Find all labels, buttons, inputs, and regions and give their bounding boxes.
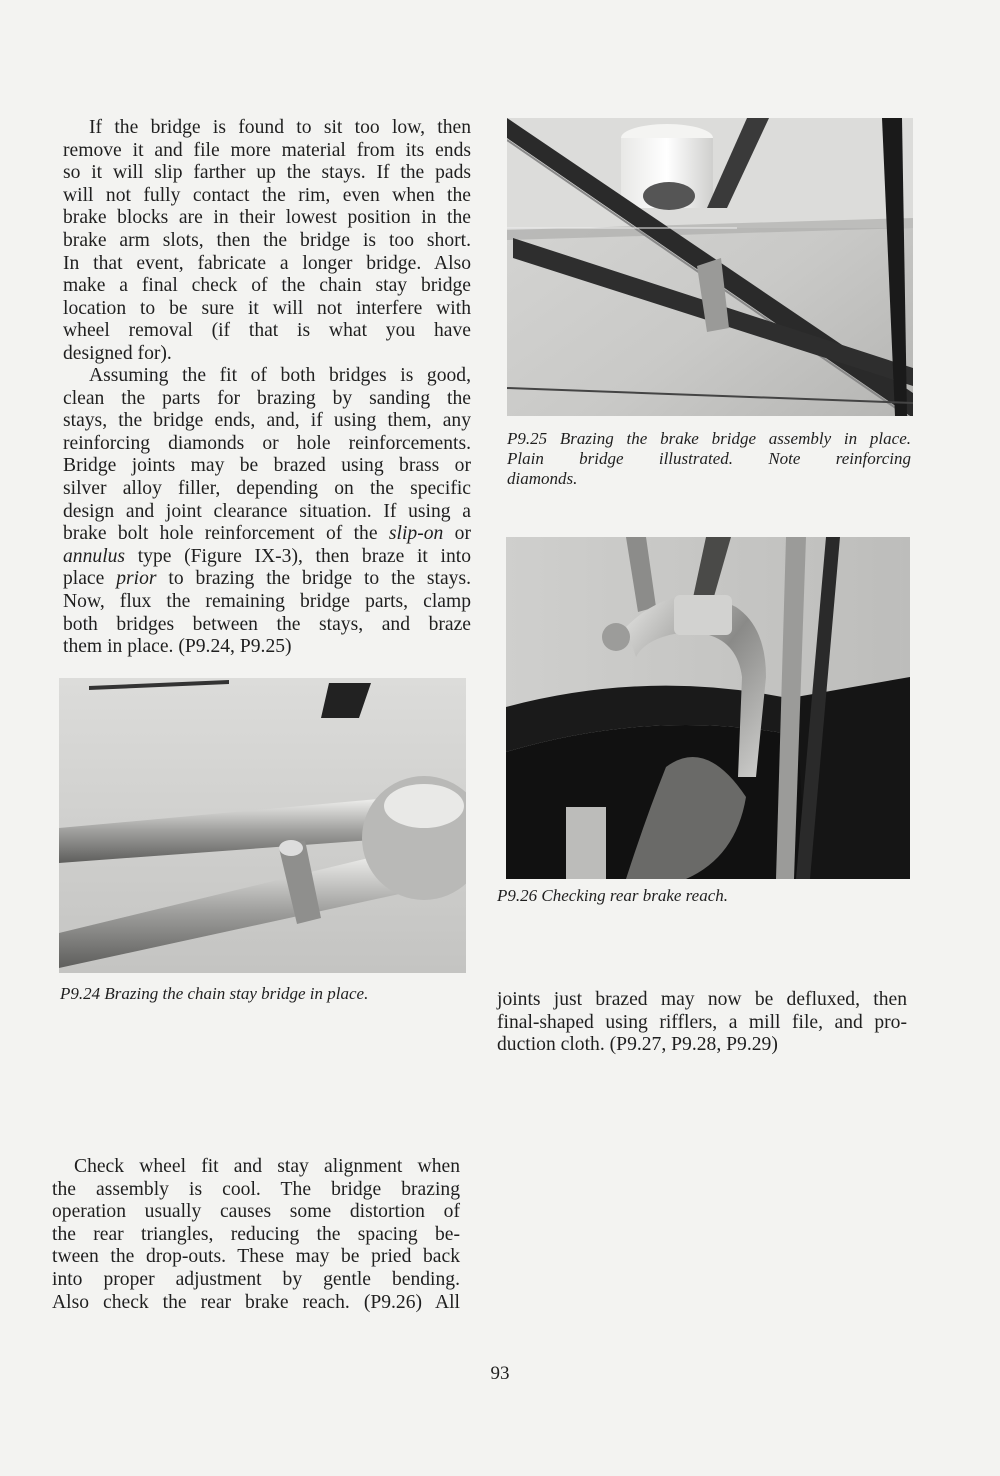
text-line: [63, 546, 471, 569]
text-line: Bridge joints may be brazed using brass or: [63, 455, 471, 477]
emphasis: annulus: [63, 545, 126, 567]
text-line: Check wheel fit and stay alignment when: [74, 1156, 460, 1177]
emphasis: slip-on: [388, 523, 444, 545]
paragraph-wheel-fit: [52, 1156, 460, 1314]
text-line: Also check the rear brake reach. (P9.26) All: [52, 1291, 460, 1313]
text-line: designed for).: [63, 342, 172, 364]
text-line: so it will slip farther up the stays. If the pads: [63, 162, 471, 184]
paragraph-deflux: [497, 989, 907, 1057]
text-fragment: to brazing the bridge to the stays.: [156, 568, 472, 590]
text-line: will not fully contact the rim, even when the: [63, 184, 471, 206]
text-line: remove it and file more material from its ends: [63, 139, 471, 161]
text-line: In that event, fabricate a longer bridge. Also: [63, 252, 471, 274]
text-fragment: type (Figure IX-3), then braze it into: [125, 545, 471, 567]
caption-p925: [507, 429, 911, 489]
text-line: brake arm slots, then the bridge is too short.: [63, 229, 471, 251]
text-line: make a final check of the chain stay bridge: [63, 275, 471, 297]
caption-line: diamonds.: [507, 469, 578, 488]
text-line: brake blocks are in their lowest position in the: [63, 207, 471, 229]
text-line: them in place. (P9.24, P9.25): [63, 636, 292, 658]
emphasis: prior: [116, 568, 157, 590]
text-line: final-shaped using rifflers, a mill file, and pro-: [497, 1011, 907, 1033]
paragraph-brazing-prep: [63, 365, 471, 659]
text-line: into proper adjustment by gentle bending.: [52, 1268, 460, 1290]
photo-p926-brake-reach: [506, 537, 910, 879]
text-line: clean the parts for brazing by sanding the: [63, 387, 471, 409]
text-line: wheel removal (if that is what you have: [63, 320, 471, 342]
text-line: location to be sure it will not interfere with: [63, 297, 471, 319]
text-line: joints just brazed may now be defluxed, then: [497, 989, 907, 1010]
caption-line: Plain bridge illustrated. Note reinforcing: [507, 449, 911, 468]
text-fragment: or: [443, 523, 471, 545]
text-fragment: brake bolt hole reinforcement of the: [63, 523, 389, 545]
text-line: the rear triangles, reducing the spacing be-: [52, 1223, 460, 1245]
photo-p926-drawing: [506, 537, 910, 879]
text-line: the assembly is cool. The bridge brazing: [52, 1178, 460, 1200]
text-fragment: place: [63, 568, 117, 590]
caption-p924: [60, 984, 470, 1004]
text-line: If the bridge is found to sit too low, then: [89, 117, 471, 138]
caption-line: P9.24 Brazing the chain stay bridge in place.: [60, 984, 369, 1003]
text-line: design and joint clearance situation. If using a: [63, 500, 471, 522]
photo-p924-chain-stay-bridge: [59, 678, 466, 973]
text-line: [63, 523, 471, 546]
text-line: silver alloy filler, depending on the specific: [63, 477, 471, 499]
text-line: operation usually causes some distortion of: [52, 1201, 460, 1223]
text-line: duction cloth. (P9.27, P9.28, P9.29): [497, 1034, 778, 1056]
caption-p926: [497, 886, 907, 906]
text-line: reinforcing diamonds or hole reinforcements.: [63, 432, 471, 454]
caption-line: P9.25 Brazing the brake bridge assembly in place.: [507, 429, 911, 448]
text-line: tween the drop-outs. These may be pried back: [52, 1246, 460, 1268]
paragraph-bridge-fit: [63, 117, 471, 366]
photo-p924-drawing: [59, 678, 466, 973]
page-number: 93: [490, 1363, 510, 1384]
caption-line: P9.26 Checking rear brake reach.: [497, 886, 729, 905]
text-line: Assuming the fit of both bridges is good,: [89, 365, 471, 386]
text-line: stays, the bridge ends, and, if using them, any: [63, 410, 471, 432]
text-line: both bridges between the stays, and braze: [63, 613, 471, 635]
photo-p925-drawing: [507, 118, 913, 416]
text-line: Now, flux the remaining bridge parts, clamp: [63, 590, 471, 612]
photo-p925-brake-bridge: [507, 118, 913, 416]
text-line: [63, 568, 471, 591]
